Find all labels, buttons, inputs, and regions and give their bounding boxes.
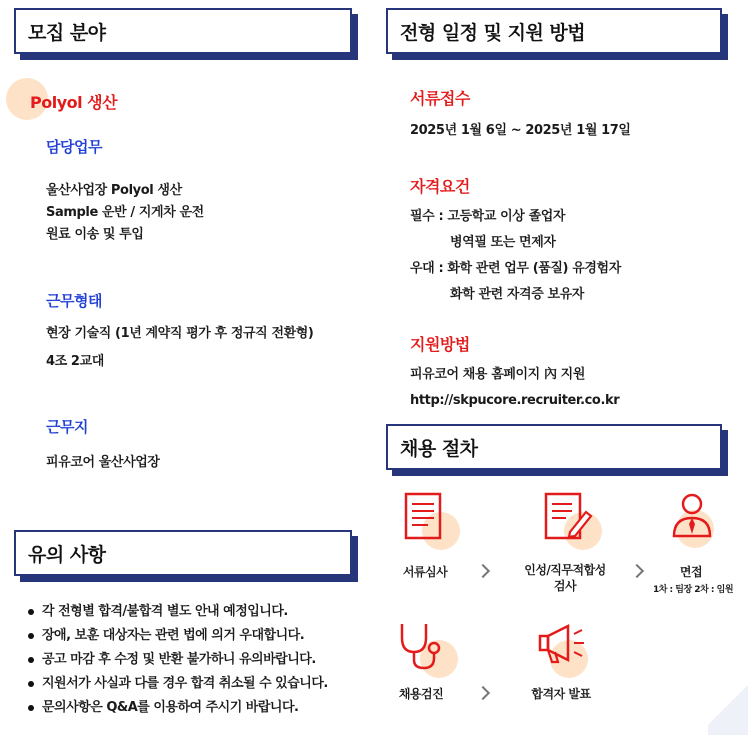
qual-list [410, 204, 621, 308]
recruit-field: Polyol 생산 [30, 93, 118, 112]
notes-header: 유의 사항 [28, 543, 106, 566]
interviewer-icon [666, 490, 722, 546]
document-icon [398, 490, 454, 546]
chevron-right-icon [476, 686, 490, 700]
type-line: 현장 기술직 (1년 계약직 평가 후 정규직 전환형) [46, 326, 314, 341]
note-item: 지원서가 사실과 다를 경우 합격 취소될 수 있습니다. [28, 672, 328, 696]
place-title: 근무지 [46, 418, 88, 436]
duty-line: 원료 이송 및 투입 [46, 227, 144, 242]
process-header: 채용 절차 [400, 437, 478, 460]
process-header-banner [386, 424, 722, 470]
megaphone-icon [536, 618, 592, 674]
note-item: 각 전형별 합격/불합격 별도 안내 예정입니다. [28, 600, 328, 624]
apply-method: 피유코어 채용 홈페이지 內 지원 [410, 367, 585, 382]
qual-title: 자격요건 [410, 177, 470, 196]
chevron-right-icon [630, 564, 644, 578]
qual-line: 병역필 또는 면제자 [450, 235, 556, 250]
qual-line: 우대 : 화학 관련 업무 (품질) 유경험자 [410, 261, 621, 276]
doc-title: 서류접수 [410, 89, 470, 108]
step-label: 합격자 발표 [531, 687, 591, 701]
type-list [46, 320, 313, 376]
step-sub-label: 1차 : 팀장 2차 : 임원 [652, 585, 734, 595]
apply-title: 지원방법 [410, 335, 470, 354]
type-line: 4조 2교대 [46, 354, 104, 369]
notes-header-banner [14, 530, 352, 576]
duty-line: Sample 운반 / 지게차 운전 [46, 205, 204, 220]
qual-line: 화학 관련 자격증 보유자 [450, 287, 584, 302]
duty-title: 담당업무 [46, 138, 102, 156]
step-label: 면접 [679, 565, 703, 579]
apply-list [410, 362, 619, 414]
schedule-header: 전형 일정 및 지원 방법 [400, 21, 586, 44]
place-line: 피유코어 울산사업장 [46, 455, 160, 470]
type-title: 근무형태 [46, 292, 102, 310]
duty-list [46, 180, 204, 246]
doc-period: 2025년 1월 6일 ~ 2025년 1월 17일 [410, 123, 631, 138]
recruit-header-banner [14, 8, 352, 54]
place-list [46, 452, 160, 474]
step-label: 서류심사 [402, 565, 448, 579]
duty-line: 울산사업장 Polyol 생산 [46, 183, 182, 198]
apply-url[interactable]: http://skpucore.recruiter.co.kr [410, 393, 620, 408]
step-label [510, 562, 620, 594]
pencil-document-icon [540, 490, 596, 546]
step-label-line: 인성/직무적합성 [524, 563, 606, 577]
note-item: 공고 마감 후 수정 및 반환 불가하니 유의바랍니다. [28, 648, 328, 672]
page-corner-shade [708, 675, 748, 735]
step-label: 채용검진 [398, 687, 444, 701]
schedule-header-banner [386, 8, 722, 54]
note-item: 장애, 보훈 대상자는 관련 법에 의거 우대합니다. [28, 624, 328, 648]
notes-list [28, 600, 328, 720]
chevron-right-icon [476, 564, 490, 578]
qual-line: 필수 : 고등학교 이상 졸업자 [410, 209, 566, 224]
note-item: 문의사항은 Q&A를 이용하여 주시기 바랍니다. [28, 696, 328, 720]
step-label-line: 검사 [553, 579, 577, 593]
recruit-header: 모집 분야 [28, 21, 106, 44]
stethoscope-icon [396, 618, 452, 674]
